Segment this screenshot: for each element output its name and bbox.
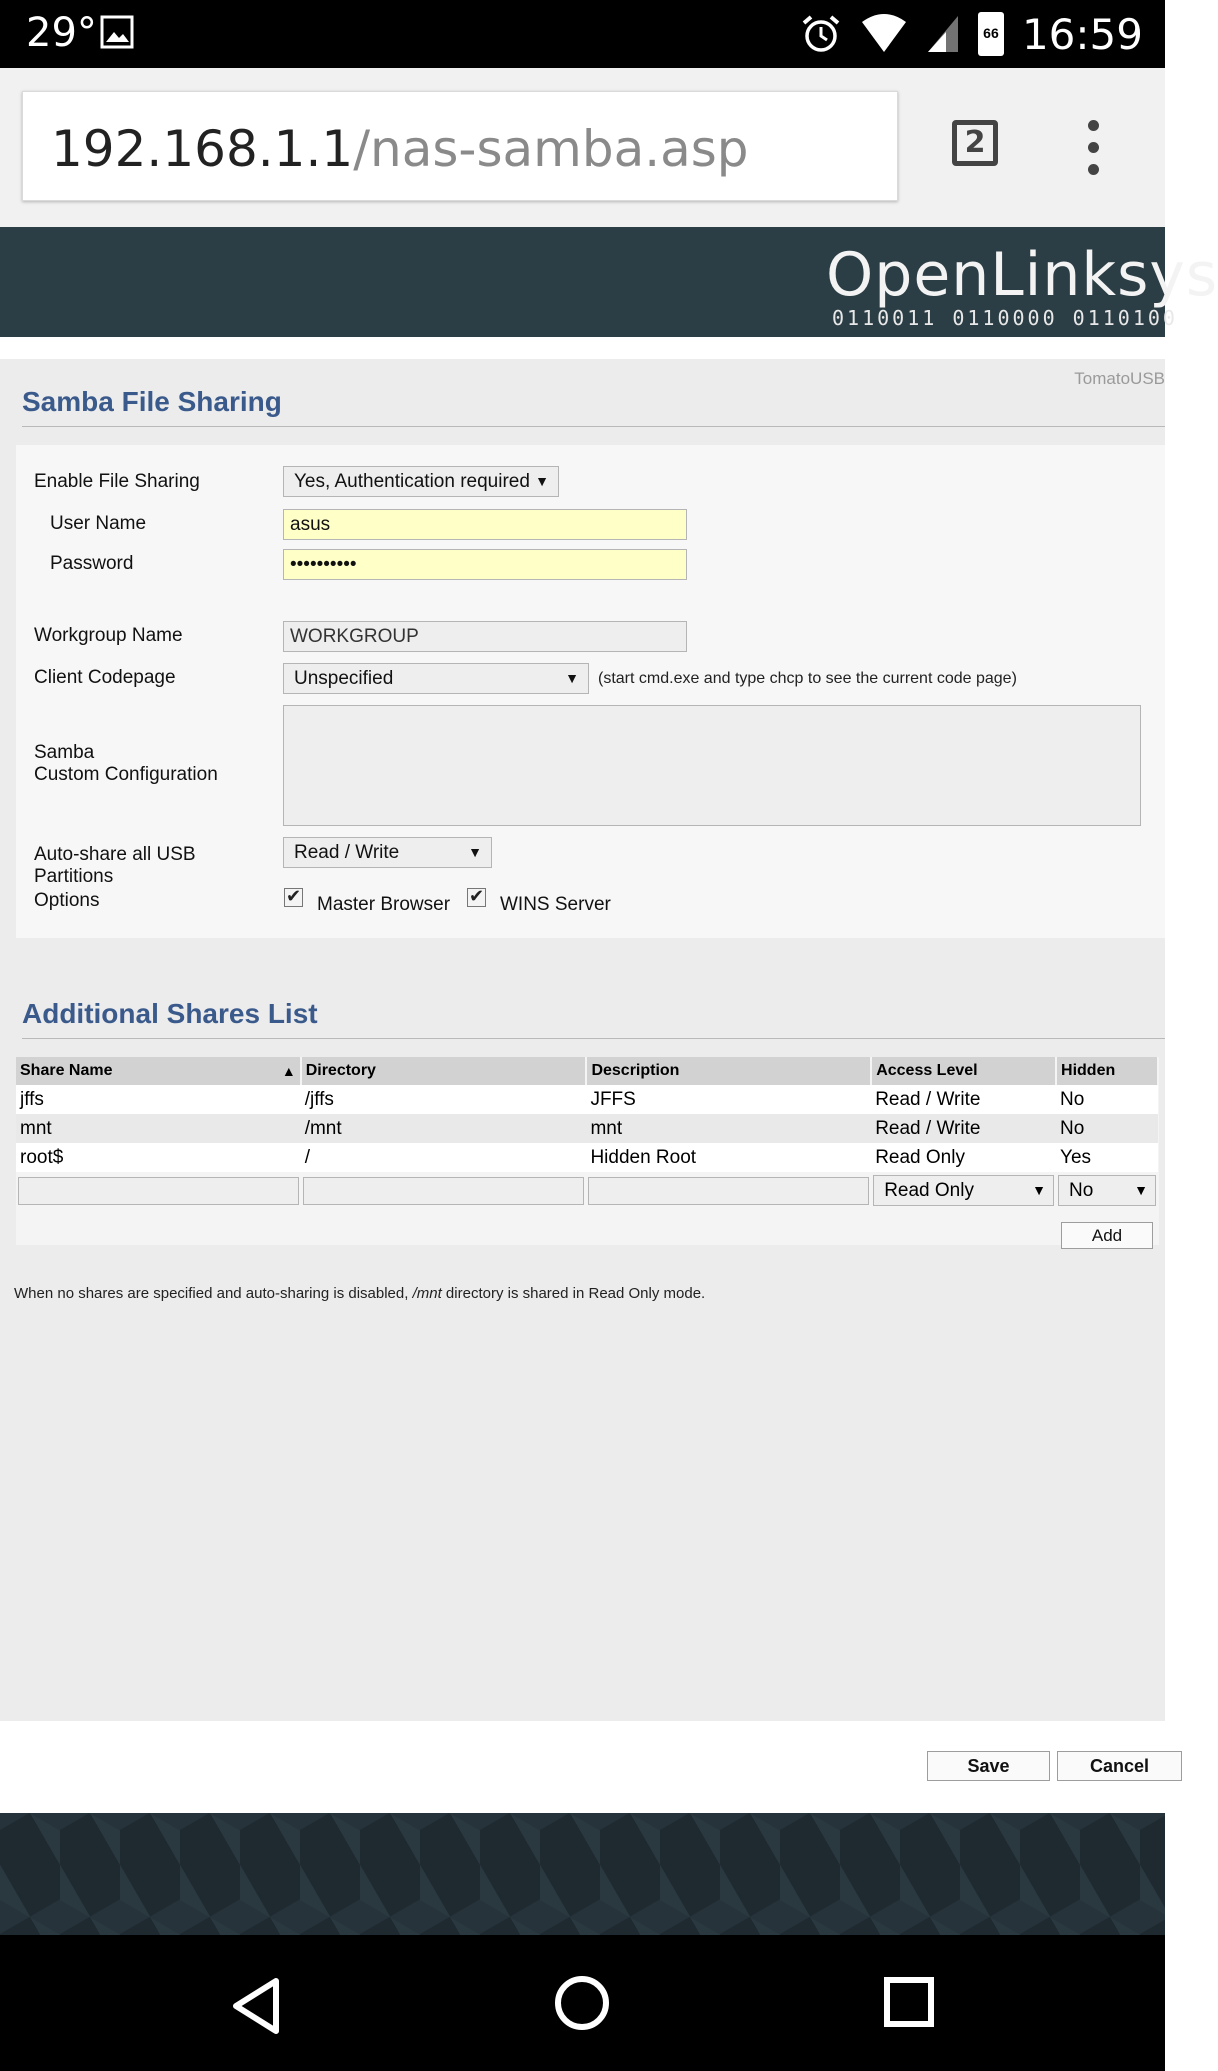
cell-description: mnt bbox=[586, 1114, 871, 1143]
battery-icon bbox=[978, 12, 1004, 56]
alarm-icon bbox=[800, 13, 842, 55]
status-bar bbox=[0, 0, 1165, 68]
cell-directory: /jffs bbox=[301, 1085, 587, 1114]
column-header-access-level[interactable]: Access Level bbox=[871, 1057, 1056, 1085]
dropdown-arrow-icon: ▼ bbox=[1134, 1182, 1148, 1198]
shares-note: When no shares are specified and auto-sharing is disabled, /mnt directory is shared in Read Only mode. bbox=[14, 1285, 706, 1302]
add-row bbox=[16, 1209, 1158, 1245]
url-text bbox=[51, 120, 749, 178]
password-label: Password bbox=[50, 553, 134, 574]
overflow-menu-button[interactable] bbox=[1088, 120, 1102, 176]
home-icon[interactable] bbox=[552, 1973, 612, 2033]
cell-share-name: mnt bbox=[16, 1114, 301, 1143]
cancel-button[interactable]: Cancel bbox=[1057, 1751, 1182, 1781]
new-hidden-value: No bbox=[1069, 1180, 1094, 1201]
url-bar[interactable] bbox=[22, 91, 898, 201]
cell-description: JFFS bbox=[586, 1085, 871, 1114]
back-icon[interactable] bbox=[226, 1975, 288, 2037]
cell-hidden: Yes bbox=[1056, 1143, 1158, 1172]
shares-table bbox=[16, 1057, 1159, 1245]
column-header-description[interactable]: Description bbox=[586, 1057, 871, 1085]
section-divider bbox=[22, 1038, 1165, 1039]
signal-icon bbox=[926, 14, 960, 54]
new-access-level-value: Read Only bbox=[884, 1180, 974, 1201]
codepage-label: Client Codepage bbox=[34, 667, 176, 688]
enable-sharing-select[interactable] bbox=[283, 466, 559, 497]
cell-access-level: Read Only bbox=[871, 1143, 1056, 1172]
footer-pattern bbox=[0, 1813, 1165, 1935]
sort-ascending-icon: ▲ bbox=[281, 1063, 296, 1079]
wins-server-checkbox[interactable]: ✔ bbox=[468, 886, 485, 906]
navigation-bar bbox=[0, 1935, 1165, 2071]
autoshare-label-line1: Auto-share all USB bbox=[34, 844, 196, 865]
samba-settings-panel bbox=[16, 445, 1165, 938]
new-hidden-select[interactable] bbox=[1058, 1175, 1156, 1206]
section-divider bbox=[22, 426, 1165, 427]
workgroup-label: Workgroup Name bbox=[34, 625, 183, 646]
shares-note-path: /mnt bbox=[412, 1285, 442, 1302]
new-description-input[interactable] bbox=[588, 1177, 869, 1205]
actions-bar bbox=[0, 1721, 1165, 1813]
cell-hidden: No bbox=[1056, 1114, 1158, 1143]
username-label: User Name bbox=[50, 513, 147, 534]
options-label: Options bbox=[34, 890, 100, 911]
workgroup-input[interactable]: WORKGROUP bbox=[283, 621, 687, 652]
logo-binary-text: 0110011 0110000 0110100 bbox=[832, 306, 1178, 330]
enable-sharing-value: Yes, Authentication required bbox=[294, 471, 530, 492]
gallery-icon bbox=[100, 15, 134, 49]
table-row[interactable] bbox=[16, 1143, 1158, 1172]
master-browser-checkbox[interactable]: ✔ bbox=[285, 886, 302, 906]
wins-server-label: WINS Server bbox=[500, 894, 611, 915]
temperature-text: 29° bbox=[26, 10, 97, 56]
codepage-select[interactable] bbox=[283, 663, 589, 694]
custom-config-label-line1: Samba bbox=[34, 742, 95, 763]
autoshare-label-line2: Partitions bbox=[34, 866, 114, 887]
autoshare-select[interactable] bbox=[283, 837, 492, 868]
table-row[interactable] bbox=[16, 1114, 1158, 1143]
new-share-row bbox=[16, 1172, 1158, 1209]
autoshare-value: Read / Write bbox=[294, 842, 400, 863]
browser-toolbar bbox=[0, 68, 1165, 227]
add-share-button[interactable]: Add bbox=[1061, 1222, 1153, 1249]
new-share-name-input[interactable] bbox=[18, 1177, 299, 1205]
table-row[interactable] bbox=[16, 1085, 1158, 1114]
dropdown-arrow-icon: ▼ bbox=[1032, 1182, 1047, 1198]
cell-access-level: Read / Write bbox=[871, 1085, 1056, 1114]
new-directory-input[interactable] bbox=[303, 1177, 585, 1205]
wifi-icon bbox=[860, 14, 908, 54]
codepage-hint: (start cmd.exe and type chcp to see the current code page) bbox=[598, 670, 1017, 687]
column-header-hidden[interactable]: Hidden bbox=[1056, 1057, 1158, 1085]
brand-text: TomatoUSB bbox=[1074, 369, 1165, 388]
site-header bbox=[0, 227, 1218, 337]
shares-section-title: Additional Shares List bbox=[22, 998, 318, 1029]
password-input[interactable]: •••••••••• bbox=[283, 549, 687, 580]
custom-config-textarea[interactable] bbox=[283, 705, 1141, 826]
cell-description: Hidden Root bbox=[586, 1143, 871, 1172]
codepage-value: Unspecified bbox=[294, 668, 394, 689]
recents-icon[interactable] bbox=[882, 1975, 938, 2031]
column-header-share-name[interactable]: Share Name ▲ bbox=[16, 1057, 301, 1085]
cell-hidden: No bbox=[1056, 1085, 1158, 1114]
battery-level-text: 66 bbox=[983, 25, 999, 41]
dropdown-arrow-icon: ▼ bbox=[535, 473, 549, 489]
clock-text: 16:59 bbox=[1021, 9, 1143, 59]
master-browser-label: Master Browser bbox=[317, 894, 451, 915]
url-path: /nas-samba.asp bbox=[353, 120, 749, 178]
cell-directory: /mnt bbox=[301, 1114, 587, 1143]
column-header-directory[interactable]: Directory bbox=[301, 1057, 587, 1085]
cell-access-level: Read / Write bbox=[871, 1114, 1056, 1143]
custom-config-label-line2: Custom Configuration bbox=[34, 764, 218, 785]
cell-share-name: root$ bbox=[16, 1143, 301, 1172]
username-input[interactable]: asus bbox=[283, 509, 687, 540]
logo: OpenLinksys bbox=[826, 240, 1218, 310]
save-button[interactable]: Save bbox=[927, 1751, 1050, 1781]
dropdown-arrow-icon: ▼ bbox=[565, 670, 579, 686]
tab-switcher-button[interactable]: 2 bbox=[952, 120, 998, 166]
cell-directory: / bbox=[301, 1143, 587, 1172]
enable-sharing-label: Enable File Sharing bbox=[34, 471, 200, 492]
cell-share-name: jffs bbox=[16, 1085, 301, 1114]
samba-section-title: Samba File Sharing bbox=[22, 386, 282, 417]
new-access-level-select[interactable] bbox=[873, 1175, 1054, 1206]
url-host: 192.168.1.1 bbox=[51, 120, 354, 178]
main-content bbox=[0, 359, 1165, 1721]
dropdown-arrow-icon: ▼ bbox=[468, 844, 482, 860]
header-spacer bbox=[0, 337, 1165, 359]
